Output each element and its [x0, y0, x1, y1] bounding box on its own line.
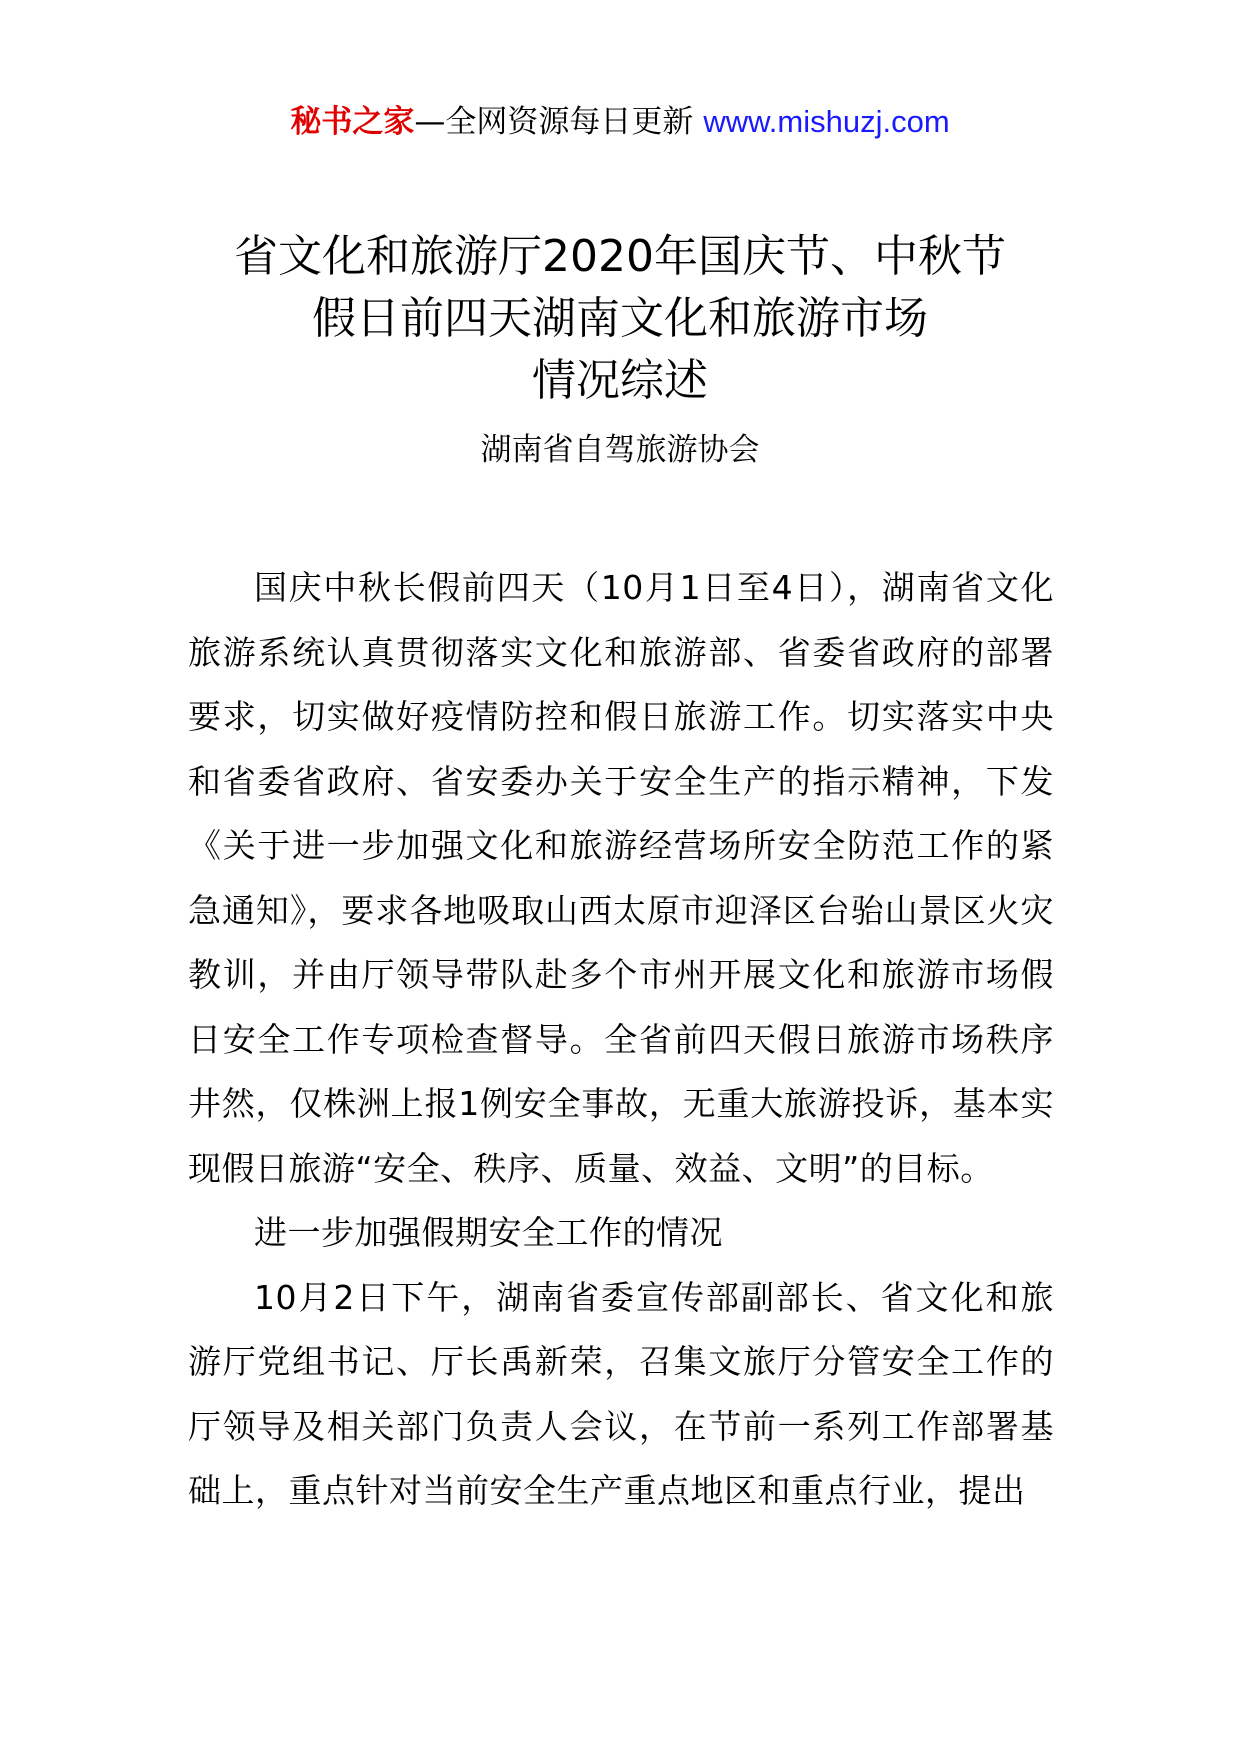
- body-paragraph: 10月2日下午，湖南省委宣传部副部长、省文化和旅游厅党组书记、厅长禹新荣，召集文旅厅分管安全工作的厅领导及相关部门负责人会议，在节前一系列工作部署基础上，重点针对当前安全生产重点地区和重点行业，提出: [188, 1277, 1054, 1510]
- document-title: [0, 226, 1240, 412]
- document-body: [188, 556, 1054, 1524]
- document-author: 湖南省自驾旅游协会: [480, 432, 760, 468]
- body-paragraph: 国庆中秋长假前四天（10月1日至4日），湖南省文化旅游系统认真贯彻落实文化和旅游部、省委省政府的部署要求，切实做好疫情防控和假日旅游工作。切实落实中央和省委省政府、省安委办关于安全生产的指示精神，下发《关于进一步加强文化和旅游经营场所安全防范工作的紧急通知》，要求各地吸取山西太原市迎泽区台骀山景区火灾教训，并由厅领导带队赴多个市州开展文化和旅游市场假日安全工作专项检查督导。全省前四天假日旅游市场秩序井然，仅株洲上报1例安全事故，无重大旅游投诉，基本实现假日旅游“安全、秩序、质量、效益、文明”的目标。: [188, 568, 1054, 1188]
- site-tagline: —全网资源每日更新: [414, 104, 694, 140]
- title-line: 情况综述: [532, 355, 708, 406]
- title-line: 省文化和旅游厅2020年国庆节、中秋节: [234, 231, 1006, 282]
- site-url-link[interactable]: www.mishuzj.com: [703, 104, 950, 139]
- site-brand: 秘书之家: [290, 104, 415, 140]
- section-heading: 进一步加强假期安全工作的情况: [254, 1213, 723, 1252]
- title-line: 假日前四天湖南文化和旅游市场: [312, 293, 928, 344]
- site-header: [0, 100, 1240, 144]
